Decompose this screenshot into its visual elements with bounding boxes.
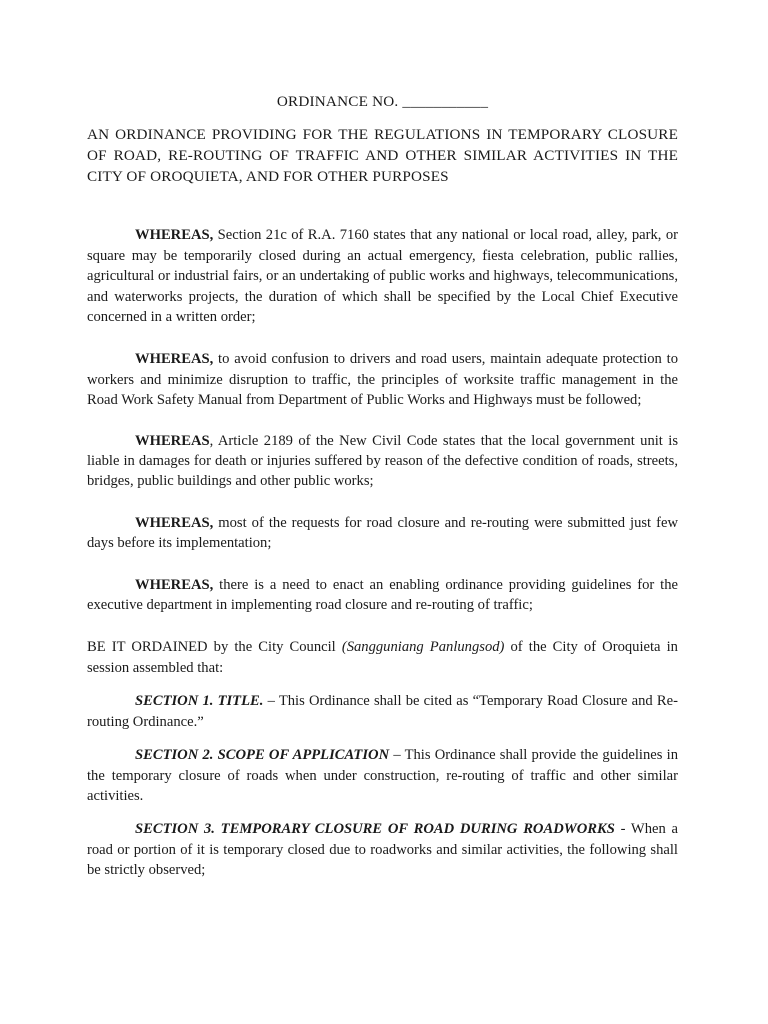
whereas-lead: WHEREAS: [135, 432, 210, 449]
whereas-text: there is a need to enact an enabling ordinance providing guidelines for the executive department in implementing road closure and re-routing of traffic;: [87, 576, 678, 614]
whereas-clause-4: [87, 513, 678, 554]
whereas-text: most of the requests for road closure and re-routing were submitted just few days before its implementation;: [87, 514, 678, 552]
ordained-clause: [87, 637, 678, 678]
whereas-clause-5: [87, 575, 678, 616]
whereas-clause-3: [87, 431, 678, 492]
ordained-after: of the City of Oroquieta in session assembled that:: [87, 639, 678, 676]
ordained-before: BE IT ORDAINED by the City Council: [87, 639, 342, 656]
whereas-lead: WHEREAS,: [135, 227, 214, 244]
ordained-council-name: (Sangguniang Panlungsod): [341, 639, 505, 656]
whereas-lead: WHEREAS,: [135, 351, 214, 368]
whereas-text: , Article 2189 of the New Civil Code states that the local government unit is liable in damages for death or injuries suffered by reason of the defective condition of roads, streets, bridges, public buildings and other public works;: [87, 432, 678, 490]
section-heading: SECTION 3. TEMPORARY CLOSURE OF ROAD DURING ROADWORKS: [135, 821, 615, 838]
whereas-clause-2: [87, 349, 678, 410]
whereas-lead: WHEREAS,: [135, 576, 214, 593]
whereas-clause-1: [87, 225, 678, 327]
whereas-text: Section 21c of R.A. 7160 states that any national or local road, alley, park, or square may be temporarily closed during an actual emergency, fiesta celebration, public rallies, agricultural or industrial fairs, or an undertaking of public works and highways, telecommunications, and waterworks projects, the duration of which shall be specified by the Local Chief Executive concerned in a written order;: [87, 227, 678, 326]
section-heading: SECTION 1. TITLE.: [135, 693, 264, 710]
ordinance-number-heading: ORDINANCE NO. ___________: [276, 93, 489, 110]
whereas-lead: WHEREAS,: [135, 514, 214, 531]
whereas-text: to avoid confusion to drivers and road users, maintain adequate protection to workers and minimize disruption to traffic, the principles of worksite traffic management in the Road Work Safety Manual from Department of Public Works and Highways must be followed;: [87, 351, 678, 409]
ordinance-title: AN ORDINANCE PROVIDING FOR THE REGULATIONS IN TEMPORARY CLOSURE OF ROAD, RE-ROUTING OF TRAFFIC AND OTHER SIMILAR ACTIVITIES IN THE CITY OF OROQUIETA, AND FOR OTHER PURPOSES: [87, 126, 678, 185]
section-text: – This Ordinance shall provide the guidelines in the temporary closure of roads when under construction, re-routing of traffic and other similar activities.: [87, 747, 678, 804]
section-text: – This Ordinance shall be cited as “Temporary Road Closure and Re-routing Ordinance.”: [87, 693, 678, 730]
document-body: [87, 92, 678, 881]
section-3: [87, 819, 678, 880]
section-2: [87, 745, 678, 806]
section-text: - When a road or portion of it is temporary closed due to roadworks and similar activities, the following shall be strictly observed;: [87, 821, 678, 879]
section-1: [87, 691, 678, 732]
section-heading: SECTION 2. SCOPE OF APPLICATION: [135, 747, 390, 764]
